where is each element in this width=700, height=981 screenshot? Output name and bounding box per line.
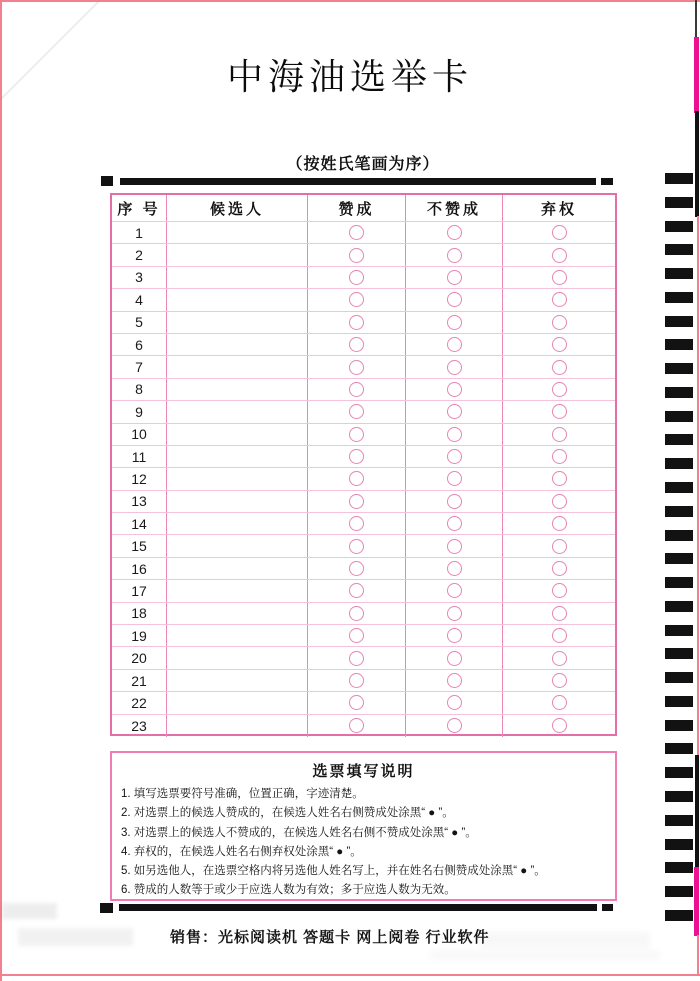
approve-bubble[interactable]	[349, 315, 364, 330]
abstain-bubble[interactable]	[552, 673, 567, 688]
approve-bubble[interactable]	[349, 673, 364, 688]
timing-mark	[665, 839, 693, 850]
row-number: 4	[112, 289, 167, 310]
abstain-cell	[503, 289, 615, 310]
abstain-bubble[interactable]	[552, 292, 567, 307]
disapprove-cell	[406, 513, 503, 534]
timing-mark	[665, 268, 693, 279]
disapprove-bubble[interactable]	[447, 628, 462, 643]
candidate-name-cell[interactable]	[167, 334, 308, 355]
timing-mark	[665, 720, 693, 731]
disapprove-cell	[406, 446, 503, 467]
header-candidate: 候选人	[167, 195, 308, 221]
timing-mark	[665, 244, 693, 255]
disapprove-bubble[interactable]	[447, 270, 462, 285]
disapprove-cell	[406, 267, 503, 288]
candidate-name-cell[interactable]	[167, 715, 308, 737]
row-number: 6	[112, 334, 167, 355]
row-number: 7	[112, 356, 167, 377]
approve-bubble[interactable]	[349, 292, 364, 307]
disapprove-bubble[interactable]	[447, 606, 462, 621]
disapprove-bubble[interactable]	[447, 539, 462, 554]
approve-cell	[308, 513, 406, 534]
timing-mark	[665, 387, 693, 398]
row-number: 14	[112, 513, 167, 534]
approve-bubble[interactable]	[349, 337, 364, 352]
timing-mark	[665, 862, 693, 873]
header-seq: 序 号	[112, 195, 167, 221]
table-row	[112, 289, 615, 311]
approve-cell	[308, 715, 406, 737]
page-edge-right-magenta-bottom	[694, 867, 699, 936]
table-row	[112, 446, 615, 468]
approve-cell	[308, 289, 406, 310]
disapprove-bubble[interactable]	[447, 718, 462, 733]
header-abstain: 弃权	[540, 200, 577, 218]
approve-bubble[interactable]	[349, 471, 364, 486]
ballot-table	[110, 193, 617, 736]
table-row	[112, 401, 615, 423]
instructions-box	[110, 751, 617, 901]
timing-mark	[665, 577, 693, 588]
page-edge-bottom	[0, 974, 700, 976]
candidate-name-cell[interactable]	[167, 222, 308, 243]
abstain-bubble[interactable]	[552, 225, 567, 240]
approve-bubble[interactable]	[349, 695, 364, 710]
disapprove-bubble[interactable]	[447, 695, 462, 710]
disapprove-bubble[interactable]	[447, 427, 462, 442]
disapprove-bubble[interactable]	[447, 651, 462, 666]
timing-mark	[665, 553, 693, 564]
omr-sync-square-top-left	[101, 176, 113, 186]
disapprove-cell	[406, 647, 503, 668]
approve-cell	[308, 692, 406, 713]
timing-mark	[665, 648, 693, 659]
scan-smudge	[18, 928, 133, 946]
row-number: 18	[112, 603, 167, 624]
table-row	[112, 535, 615, 557]
card-title: 中海油选举卡	[226, 57, 473, 97]
abstain-cell	[503, 446, 615, 467]
abstain-cell	[503, 334, 615, 355]
abstain-cell	[503, 468, 615, 489]
table-row	[112, 312, 615, 334]
omr-sync-bar-bottom	[119, 904, 597, 911]
disapprove-bubble[interactable]	[447, 225, 462, 240]
candidate-name-cell[interactable]	[167, 625, 308, 646]
disapprove-cell	[406, 222, 503, 243]
table-row	[112, 580, 615, 602]
row-number: 12	[112, 468, 167, 489]
disapprove-bubble[interactable]	[447, 673, 462, 688]
candidate-name-cell[interactable]	[167, 670, 308, 691]
abstain-cell	[503, 603, 615, 624]
approve-cell	[308, 491, 406, 512]
approve-bubble[interactable]	[349, 427, 364, 442]
approve-cell	[308, 468, 406, 489]
timing-mark	[665, 363, 693, 374]
approve-cell	[308, 401, 406, 422]
approve-cell	[308, 356, 406, 377]
timing-mark	[665, 173, 693, 184]
abstain-bubble[interactable]	[552, 315, 567, 330]
disapprove-bubble[interactable]	[447, 337, 462, 352]
abstain-bubble[interactable]	[552, 337, 567, 352]
candidate-name-cell[interactable]	[167, 513, 308, 534]
timing-mark	[665, 530, 693, 541]
candidate-name-cell[interactable]	[167, 647, 308, 668]
candidate-name-cell[interactable]	[167, 312, 308, 333]
table-row	[112, 379, 615, 401]
disapprove-bubble[interactable]	[447, 561, 462, 576]
timing-mark	[665, 197, 693, 208]
abstain-bubble[interactable]	[552, 718, 567, 733]
disapprove-bubble[interactable]	[447, 494, 462, 509]
disapprove-bubble[interactable]	[447, 471, 462, 486]
table-row	[112, 670, 615, 692]
abstain-bubble[interactable]	[552, 248, 567, 263]
approve-cell	[308, 424, 406, 445]
timing-mark	[665, 316, 693, 327]
timing-mark	[665, 815, 693, 826]
abstain-cell	[503, 670, 615, 691]
abstain-bubble[interactable]	[552, 628, 567, 643]
approve-bubble[interactable]	[349, 382, 364, 397]
abstain-cell	[503, 647, 615, 668]
timing-mark	[665, 910, 693, 921]
candidate-name-cell[interactable]	[167, 468, 308, 489]
abstain-bubble[interactable]	[552, 382, 567, 397]
row-number: 2	[112, 244, 167, 265]
approve-cell	[308, 222, 406, 243]
approve-cell	[308, 535, 406, 556]
card-subtitle: （按姓氏笔画为序）	[286, 156, 440, 173]
disapprove-cell	[406, 715, 503, 737]
timing-mark	[665, 221, 693, 232]
disapprove-cell	[406, 401, 503, 422]
timing-mark	[665, 482, 693, 493]
instruction-item: 1. 填写选票要符号准确，位置正确，字迹清楚。	[121, 788, 364, 800]
abstain-bubble[interactable]	[552, 360, 567, 375]
omr-sync-dash-top-right	[601, 178, 613, 185]
approve-cell	[308, 558, 406, 579]
approve-cell	[308, 244, 406, 265]
timing-mark	[665, 601, 693, 612]
row-number: 3	[112, 267, 167, 288]
approve-bubble[interactable]	[349, 225, 364, 240]
approve-bubble[interactable]	[349, 494, 364, 509]
abstain-cell	[503, 356, 615, 377]
candidate-name-cell[interactable]	[167, 289, 308, 310]
approve-bubble[interactable]	[349, 606, 364, 621]
disapprove-cell	[406, 491, 503, 512]
instructions-list	[112, 785, 615, 901]
table-row	[112, 558, 615, 580]
candidate-name-cell[interactable]	[167, 692, 308, 713]
timing-mark	[665, 411, 693, 422]
abstain-bubble[interactable]	[552, 270, 567, 285]
abstain-cell	[503, 558, 615, 579]
candidate-name-cell[interactable]	[167, 401, 308, 422]
approve-bubble[interactable]	[349, 651, 364, 666]
approve-bubble[interactable]	[349, 561, 364, 576]
approve-bubble[interactable]	[349, 449, 364, 464]
table-row	[112, 424, 615, 446]
row-number: 20	[112, 647, 167, 668]
timing-mark	[665, 506, 693, 517]
abstain-bubble[interactable]	[552, 561, 567, 576]
disapprove-bubble[interactable]	[447, 583, 462, 598]
abstain-cell	[503, 379, 615, 400]
disapprove-bubble[interactable]	[447, 248, 462, 263]
row-number: 9	[112, 401, 167, 422]
page-edge-right-black-bottom	[695, 755, 699, 868]
instruction-item: 4. 弃权的，在候选人姓名右侧弃权处涂黑“ ● ”。	[121, 845, 362, 858]
disapprove-bubble[interactable]	[447, 404, 462, 419]
disapprove-cell	[406, 603, 503, 624]
disapprove-cell	[406, 356, 503, 377]
abstain-bubble[interactable]	[552, 516, 567, 531]
timing-mark	[665, 696, 693, 707]
disapprove-cell	[406, 535, 503, 556]
disapprove-bubble[interactable]	[447, 315, 462, 330]
candidate-name-cell[interactable]	[167, 446, 308, 467]
candidate-name-cell[interactable]	[167, 558, 308, 579]
approve-bubble[interactable]	[349, 628, 364, 643]
abstain-bubble[interactable]	[552, 695, 567, 710]
disapprove-cell	[406, 312, 503, 333]
approve-cell	[308, 625, 406, 646]
header-approve: 赞成	[308, 195, 406, 221]
disapprove-bubble[interactable]	[447, 449, 462, 464]
disapprove-cell	[406, 379, 503, 400]
abstain-cell	[503, 625, 615, 646]
disapprove-cell	[406, 468, 503, 489]
table-row	[112, 692, 615, 714]
timing-mark	[665, 767, 693, 778]
instruction-item: 5. 如另选他人，在选票空格内将另选他人姓名写上，并在姓名右侧赞成处涂黑“ ● ”。	[121, 865, 546, 878]
candidate-name-cell[interactable]	[167, 491, 308, 512]
abstain-bubble[interactable]	[552, 427, 567, 442]
instruction-item: 2. 对选票上的候选人赞成的，在候选人姓名右侧赞成处涂黑“ ● ”。	[121, 807, 454, 820]
table-row	[112, 267, 615, 289]
abstain-cell	[503, 580, 615, 601]
table-row	[112, 356, 615, 378]
candidate-name-cell[interactable]	[167, 356, 308, 377]
approve-cell	[308, 379, 406, 400]
table-row	[112, 468, 615, 490]
table-row	[112, 334, 615, 356]
disapprove-cell	[406, 334, 503, 355]
table-row	[112, 513, 615, 535]
abstain-bubble[interactable]	[552, 539, 567, 554]
candidate-name-cell[interactable]	[167, 535, 308, 556]
abstain-bubble[interactable]	[552, 471, 567, 486]
scan-smudge	[430, 950, 660, 960]
approve-cell	[308, 670, 406, 691]
disapprove-cell	[406, 558, 503, 579]
row-number: 5	[112, 312, 167, 333]
candidate-name-cell[interactable]	[167, 244, 308, 265]
page-edge-top	[0, 0, 700, 2]
approve-cell	[308, 580, 406, 601]
approve-cell	[308, 647, 406, 668]
disapprove-bubble[interactable]	[447, 516, 462, 531]
approve-bubble[interactable]	[349, 270, 364, 285]
abstain-cell	[503, 424, 615, 445]
row-number: 1	[112, 222, 167, 243]
approve-cell	[308, 312, 406, 333]
abstain-cell	[503, 312, 615, 333]
abstain-cell	[503, 715, 615, 737]
row-number: 16	[112, 558, 167, 579]
omr-sync-square-bottom-left	[100, 903, 113, 913]
approve-cell	[308, 334, 406, 355]
page-edge-right-pink-bottom	[697, 935, 699, 975]
candidate-name-cell[interactable]	[167, 603, 308, 624]
candidate-name-cell[interactable]	[167, 379, 308, 400]
scan-smudge	[2, 903, 57, 919]
timing-mark	[665, 434, 693, 445]
abstain-bubble[interactable]	[552, 606, 567, 621]
row-number: 11	[112, 446, 167, 467]
timing-mark	[665, 791, 693, 802]
table-row	[112, 647, 615, 669]
instruction-item: 6. 赞成的人数等于或少于应选人数为有效；多于应选人数为无效。	[121, 884, 456, 897]
vendor-footer: 销售：光标阅读机 答题卡 网上阅卷 行业软件	[170, 929, 490, 946]
timing-mark	[665, 292, 693, 303]
abstain-bubble[interactable]	[552, 449, 567, 464]
timing-mark	[665, 339, 693, 350]
timing-mark	[665, 458, 693, 469]
row-number: 17	[112, 580, 167, 601]
row-number: 10	[112, 424, 167, 445]
row-number: 13	[112, 491, 167, 512]
approve-bubble[interactable]	[349, 718, 364, 733]
approve-bubble[interactable]	[349, 583, 364, 598]
page-edge-left	[0, 0, 2, 981]
abstain-bubble[interactable]	[552, 583, 567, 598]
disapprove-cell	[406, 424, 503, 445]
row-number: 22	[112, 692, 167, 713]
row-number: 15	[112, 535, 167, 556]
disapprove-cell	[406, 692, 503, 713]
approve-bubble[interactable]	[349, 516, 364, 531]
abstain-cell	[503, 692, 615, 713]
approve-bubble[interactable]	[349, 248, 364, 263]
abstain-cell	[503, 244, 615, 265]
omr-sync-dash-bottom-right	[602, 904, 613, 911]
page-edge-right-dark	[695, 0, 697, 38]
candidate-name-cell[interactable]	[167, 580, 308, 601]
table-row	[112, 244, 615, 266]
header-disapprove: 不赞成	[406, 195, 503, 221]
instruction-item: 3. 对选票上的候选人不赞成的，在候选人姓名右侧不赞成处涂黑“ ● ”。	[121, 826, 477, 839]
timing-mark	[665, 672, 693, 683]
abstain-cell	[503, 222, 615, 243]
approve-bubble[interactable]	[349, 404, 364, 419]
disapprove-cell	[406, 289, 503, 310]
instructions-title: 选票填写说明	[312, 763, 415, 780]
row-number: 19	[112, 625, 167, 646]
table-row	[112, 603, 615, 625]
timing-mark	[665, 625, 693, 636]
candidate-name-cell[interactable]	[167, 424, 308, 445]
abstain-cell	[503, 491, 615, 512]
disapprove-cell	[406, 670, 503, 691]
timing-mark	[665, 886, 693, 897]
abstain-cell	[503, 513, 615, 534]
approve-cell	[308, 603, 406, 624]
approve-bubble[interactable]	[349, 539, 364, 554]
disapprove-cell	[406, 244, 503, 265]
table-row	[112, 491, 615, 513]
approve-cell	[308, 446, 406, 467]
timing-mark	[665, 743, 693, 754]
row-number: 21	[112, 670, 167, 691]
page-edge-right-pink	[697, 216, 699, 756]
table-row	[112, 715, 615, 737]
row-number: 8	[112, 379, 167, 400]
disapprove-bubble[interactable]	[447, 360, 462, 375]
abstain-cell	[503, 267, 615, 288]
table-row	[112, 222, 615, 244]
disapprove-cell	[406, 580, 503, 601]
scan-smudge	[480, 932, 650, 948]
candidate-name-cell[interactable]	[167, 267, 308, 288]
disapprove-bubble[interactable]	[447, 292, 462, 307]
abstain-bubble[interactable]	[552, 651, 567, 666]
disapprove-bubble[interactable]	[447, 382, 462, 397]
approve-bubble[interactable]	[349, 360, 364, 375]
abstain-bubble[interactable]	[552, 404, 567, 419]
approve-cell	[308, 267, 406, 288]
abstain-cell	[503, 535, 615, 556]
table-row	[112, 625, 615, 647]
abstain-cell	[503, 401, 615, 422]
row-number: 23	[112, 715, 167, 737]
disapprove-cell	[406, 625, 503, 646]
abstain-bubble[interactable]	[552, 494, 567, 509]
table-header-row	[112, 195, 615, 222]
omr-sync-bar-top	[120, 178, 596, 185]
